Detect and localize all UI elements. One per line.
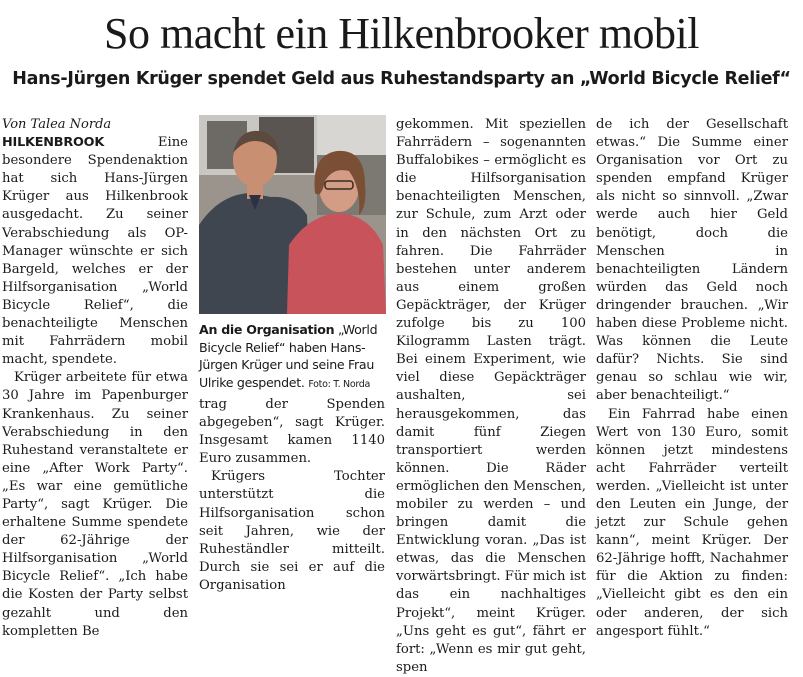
article-column-2 — [199, 396, 385, 595]
article-paragraph: Krüger arbeitete für etwa 30 Jahre im Papenburger Krankenhaus. Zu seiner Verabschiedung in den Ruhestand veranstaltete er eine „After Work Party“. „Es war eine gemütliche Party“, sagt Krüger. Die erhaltene Summe spendete der 62-Jährige der Hilfsorganisation „World Bicycle Relief“. „Ich habe die Kosten der Party selbst gezahlt und den kompletten Be — [2, 370, 188, 639]
article-column-1 — [2, 116, 188, 641]
article-paragraph: de ich der Gesellschaft etwas.“ Die Summe einer Organisation vor Ort zu spenden empfand Krüger als nicht so sinnvoll. „Zwar werde auch hier Geld benötigt, doch die Menschen in benachteiligten Ländern würden das Geld noch dringender brauchen. „Wir haben diese Probleme nicht. Was können die Leute dafür? Nichts. Sie sind genau so schlau wie wir, aber benachteiligt.“ — [596, 117, 788, 404]
article-column-3 — [396, 116, 586, 677]
headline: So macht ein Hilkenbrooker mobil — [104, 9, 699, 58]
article-paragraph — [2, 134, 188, 369]
photo-credit: Foto: T. Norda — [308, 378, 371, 390]
photo-krueger-couple — [199, 115, 386, 314]
article-paragraph: Ein Fahrrad habe einen Wert von 130 Euro, somit können jetzt mindestens acht Fahrräder verteilt werden. „Vielleicht ist unter den Leuten ein Junge, der jetzt zur Schule gehen kann“, meint Krüger. Der 62-Jährige hofft, Nachahmer für die Aktion zu finden: „Vielleicht gibt es den ein oder anderen, der sich angesport fühlt.“ — [596, 406, 788, 639]
caption-text: „World Bicycle Relief“ haben Hans-Jürgen Krüger und seine Frau Ulrike gespendet. — [199, 322, 378, 390]
photo-illustration — [199, 115, 386, 314]
paragraph-text: Eine besondere Spendenaktion hat sich Hans-Jürgen Krüger aus Hilkenbrook ausgedacht. Zu seiner Verabschiedung als OP-Manager wünschte er sich Bargeld, welches er der Hilfsorganisation „World Bicycle Relief“, die benachteiligte Menschen mit Fahrrädern mobil macht, spendete. — [2, 135, 188, 368]
article-paragraph: trag der Spenden abgegeben“, sagt Krüger. Insgesamt kamen 1140 Euro zusammen. — [199, 397, 385, 467]
byline: Von Talea Norda — [2, 117, 112, 132]
photo-caption — [199, 321, 387, 393]
article-paragraph: Krügers Tochter unterstützt die Hilfsorganisation schon seit Jahren, wie der Ruheständler mitteilt. Durch sie sei er auf die Organisation — [199, 469, 385, 593]
article-column-4 — [596, 116, 788, 641]
caption-lead: An die Organisation — [199, 322, 335, 337]
subheadline: Hans-Jürgen Krüger spendet Geld aus Ruhestandsparty an „World Bicycle Relief“ — [12, 69, 791, 89]
article-paragraph: gekommen. Mit speziellen Fahrrädern – sogenannten Buffalobikes – ermöglicht es die Hilfsorganisation benachteiligten Menschen, zur Schule, zum Arzt oder in den nächsten Ort zu fahren. Die Fahrräder bestehen unter anderem aus einem großen Gepäckträger, der Krüger zufolge bis zu 100 Kilogramm Lasten trägt. Bei einem Experiment, wie viel diese Gepäckträger aushalten, sei herausgekommen, das damit fünf Ziegen transportiert werden können. Die Räder ermöglichen den Menschen, mobiler zu werden – und bringen damit die Entwicklung voran. „Das ist etwas, das die Menschen vorwärtsbringt. Für mich ist das ein nachhaltiges Projekt“, meint Krüger. „Uns geht es gut“, fährt er fort: „Wenn es mir gut geht, spen — [396, 117, 587, 675]
dateline: HILKENBROOK — [2, 135, 105, 151]
